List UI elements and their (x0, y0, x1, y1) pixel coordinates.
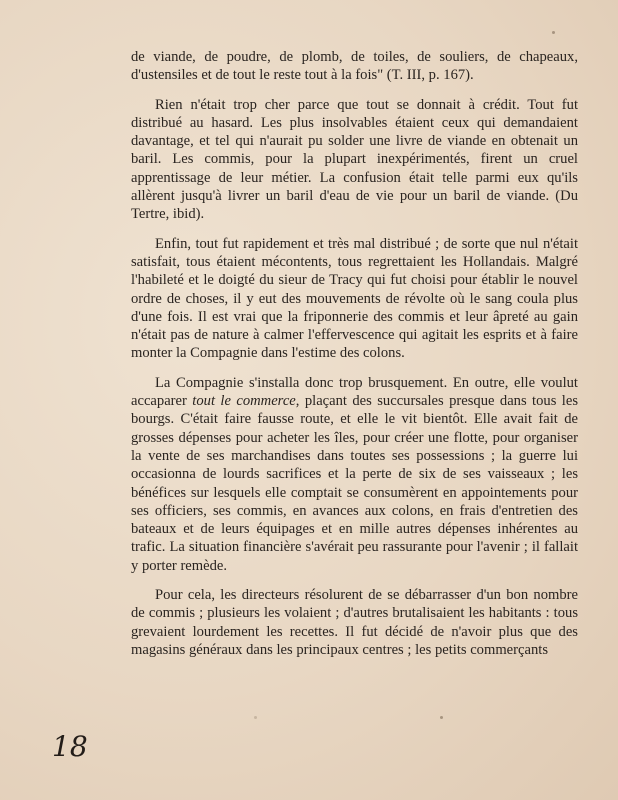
paragraph: Rien n'était trop cher parce que tout se donnait à crédit. Tout fut distribué au hasard. Les plus insolvables étaient ceux qui demandaient davantage, et tel qui n'aurait pu solder une livre de viande en obtenait un baril. Les commis, pour la plupart inexpérimentés, firent un cruel apprentissage de leur métier. La confusion était telle parmi eux qu'ils allèrent jusqu'à livrer un baril d'eau de vie pour un baril de viande. (Du Tertre, ibid). (131, 96, 578, 223)
paragraph (131, 374, 578, 575)
page-number: 18 (52, 730, 88, 763)
paragraph: Enfin, tout fut rapidement et très mal distribué ; de sorte que nul n'était satisfait, tous étaient mécontents, tous regrettaient les Hollandais. Malgré l'habileté et le doigté du sieur de Tracy qui fut choisi pour établir le nouvel ordre de choses, il y eut des mouvements de révolte où le sang coula plus d'une fois. Il est vrai que la friponnerie des commis et leur âpreté au gain n'était pas de nature à calmer l'effervescence qui agitait les esprits et à faire monter la Compagnie dans l'estime des colons. (131, 235, 578, 362)
paragraph: de viande, de poudre, de plomb, de toiles, de souliers, de chapeaux, d'ustensiles et de tout le reste tout à la fois" (T. III, p. 167). (131, 49, 578, 84)
paper-speck (440, 716, 443, 719)
paper-speck (552, 31, 555, 34)
paragraph-text: , plaçant des succursales presque dans tous les bourgs. C'était faire fausse route, et elle le vit bientôt. Elle avait fait de grosses dépenses pour acheter les îles, pour créer une flotte, pour organiser la vente de ses marchandises dans toutes ses possessions ; la guerre lui occasionna de lourds sacrifices et la perte de six de ses vaisseaux ; les bénéfices sur lesquels elle comptait se consumèrent en appointements pour ses officiers, ses commis, en avances aux colons, en frais d'entretien des bateaux et de leurs équipages et en mille autres dépenses inhérentes au trafic. La situation financière s'avérait peu rassurante pour l'avenir ; il fallait y porter remède. (131, 393, 579, 574)
emphasized-text: tout le commerce (192, 393, 296, 410)
paragraph: Pour cela, les directeurs résolurent de se débarrasser d'un bon nombre de commis ; plusieurs les volaient ; d'autres brutalisaient les habitants : tous grevaient lourdement les recettes. Il fut décidé de n'avoir plus que des magasins généraux dans les principaux centres ; les petits commerçants (131, 587, 578, 658)
paragraph-text: La Compagnie s'installa donc trop brusquement. En outre, elle voulut accaparer (131, 374, 578, 410)
paper-speck (254, 716, 257, 719)
body-text (131, 48, 578, 670)
